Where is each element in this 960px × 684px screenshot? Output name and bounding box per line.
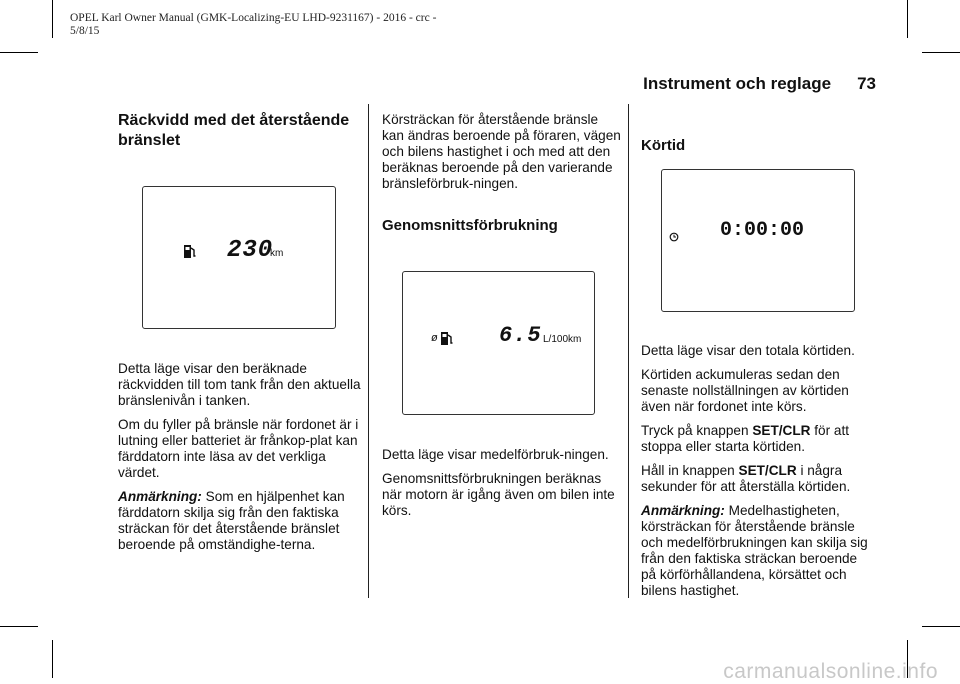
fuel-pump-icon — [440, 329, 454, 347]
paragraph: Om du fyller på bränsle när fordonet är i lutning eller batteriet är frånkop-plat kan färddatorn inte läsa av det verkliga värdet. — [118, 417, 359, 480]
column-divider — [368, 104, 369, 598]
crop-mark — [52, 640, 53, 678]
range-unit: km — [270, 248, 284, 259]
column-text — [382, 447, 622, 527]
column-divider — [628, 104, 629, 598]
paragraph: Detta läge visar den beräknade räckvidden till tom tank från den aktuella bränslenivån i tanken. — [118, 361, 361, 408]
button-name: SET/CLR — [738, 463, 797, 478]
text-span: för att stoppa eller starta körtiden. — [641, 423, 850, 454]
text-span: Håll in knappen — [641, 463, 735, 478]
clock-icon — [669, 232, 679, 242]
crop-mark — [0, 52, 38, 53]
watermark: carmanualsonline.info — [723, 660, 938, 683]
button-name: SET/CLR — [752, 423, 811, 438]
column-text — [118, 361, 362, 561]
section-heading: Räckvidd med det återstående bränslet — [118, 112, 350, 149]
text-span: Tryck på knappen — [641, 423, 749, 438]
range-value: 230 — [227, 237, 274, 264]
note-text: Medelhastigheten, körsträckan för återstående bränsle och medelförbrukningen kan skilja sig från den faktiska sträckan beroende på körförhållandena, körsättet och bilens hastighet. — [641, 503, 868, 598]
note-text: Som en hjälpenhet kan färddatorn skilja sig från den faktiska sträckan för det återstående bränslet beroende på omständighe-terna. — [118, 489, 345, 552]
paragraph: Körsträckan för återstående bränsle kan ändras beroende på föraren, vägen och bilens hastighet i och med att den beräknas beroende på den varierande bränsleförbruk-ningen. — [382, 112, 621, 191]
consumption-value: 6.5 — [499, 323, 542, 348]
paragraph: Detta läge visar medelförbruk-ningen. — [382, 447, 609, 462]
consumption-unit: L/100km — [543, 334, 582, 345]
range-display — [142, 186, 336, 329]
average-symbol: ø — [431, 332, 438, 344]
paragraph: Körtiden ackumuleras sedan den senaste nollställningen av körtiden även när fordonet inte körs. — [641, 367, 849, 414]
section-heading: Körtid — [641, 137, 686, 154]
document-date: 5/8/15 — [70, 25, 100, 37]
text-span: i några sekunder för att återställa körtiden. — [641, 463, 851, 494]
crop-mark — [0, 626, 38, 627]
document-title: OPEL Karl Owner Manual (GMK-Localizing-EU LHD-9231167) - 2016 - crc - — [70, 12, 437, 24]
note-label: Anmärkning: — [118, 489, 202, 504]
note — [641, 503, 875, 599]
section-heading: Genomsnittsförbrukning — [382, 217, 558, 234]
crop-mark — [907, 0, 908, 38]
driving-time-display — [661, 169, 855, 312]
crop-mark — [922, 52, 960, 53]
paragraph: Detta läge visar den totala körtiden. — [641, 343, 855, 358]
column-text — [641, 343, 875, 607]
average-consumption-display — [402, 271, 595, 415]
fuel-pump-icon — [183, 242, 197, 260]
document-header — [70, 12, 530, 38]
crop-mark — [922, 626, 960, 627]
crop-mark — [52, 0, 53, 38]
page-header — [630, 74, 876, 94]
paragraph — [641, 463, 875, 495]
paragraph: Genomsnittsförbrukningen beräknas när motorn är igång även om bilen inte körs. — [382, 471, 615, 518]
note — [118, 489, 362, 553]
driving-time-value: 0:00:00 — [720, 219, 805, 242]
page-number: 73 — [857, 74, 876, 93]
note-label: Anmärkning: — [641, 503, 725, 518]
section-title: Instrument och reglage — [643, 74, 832, 93]
column-text — [382, 112, 622, 200]
paragraph — [641, 423, 875, 455]
